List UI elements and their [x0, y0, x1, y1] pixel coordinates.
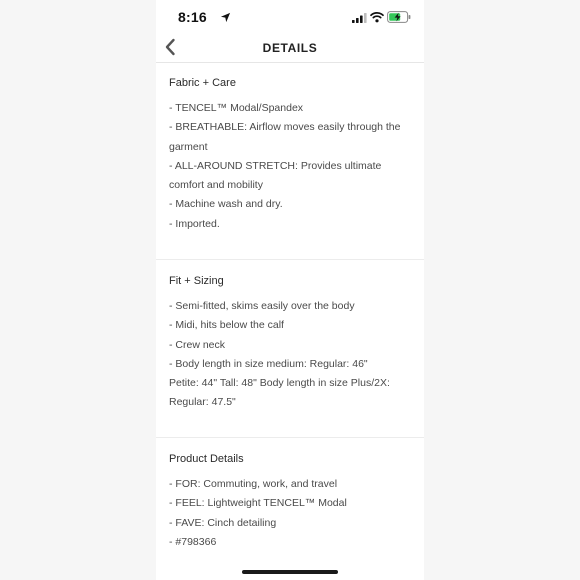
detail-line: comfort and mobility	[169, 179, 263, 192]
section-title: Product Details	[169, 453, 244, 465]
detail-line: - Body length in size medium: Regular: 46"	[169, 357, 368, 370]
detail-line: Regular: 47.5"	[169, 396, 236, 409]
detail-line: - Machine wash and dry.	[169, 198, 283, 211]
detail-line: garment	[169, 140, 208, 153]
page-title: DETAILS	[262, 41, 318, 55]
section-body	[169, 99, 419, 234]
battery-charging-icon	[387, 11, 411, 23]
phone-screen	[156, 0, 424, 580]
detail-line: - #798366	[169, 535, 217, 548]
detail-line: Petite: 44" Tall: 48" Body length in size Plus/2X:	[169, 377, 390, 390]
detail-line: - ALL-AROUND STRETCH: Provides ultimate	[169, 159, 382, 172]
status-time: 8:16	[178, 9, 207, 25]
section-divider	[156, 437, 424, 438]
detail-line: - Semi-fitted, skims easily over the body	[169, 300, 355, 312]
home-indicator[interactable]	[242, 570, 338, 574]
section-product-details	[169, 449, 419, 552]
detail-line: - TENCEL™ Modal/Spandex	[169, 102, 304, 114]
header-divider	[156, 62, 424, 63]
section-divider	[156, 259, 424, 260]
section-fit-sizing	[169, 271, 419, 413]
detail-line: - FEEL: Lightweight TENCEL™ Modal	[169, 497, 347, 510]
section-fabric-care	[169, 73, 419, 234]
section-title: Fabric + Care	[169, 77, 236, 89]
section-title: Fit + Sizing	[169, 275, 224, 287]
detail-line: - Crew neck	[169, 338, 226, 351]
section-body	[169, 475, 419, 552]
detail-line: - FAVE: Cinch detailing	[169, 516, 277, 529]
detail-line: - BREATHABLE: Airflow moves easily through the	[169, 121, 401, 134]
navigation-bar	[156, 36, 424, 62]
status-bar	[156, 0, 424, 36]
detail-line: - FOR: Commuting, work, and travel	[169, 478, 338, 490]
location-arrow-icon	[220, 12, 231, 23]
detail-line: - Imported.	[169, 217, 220, 230]
wifi-icon	[370, 11, 384, 23]
cellular-signal-icon	[352, 13, 367, 23]
section-body	[169, 297, 419, 413]
detail-line: - Midi, hits below the calf	[169, 319, 284, 332]
